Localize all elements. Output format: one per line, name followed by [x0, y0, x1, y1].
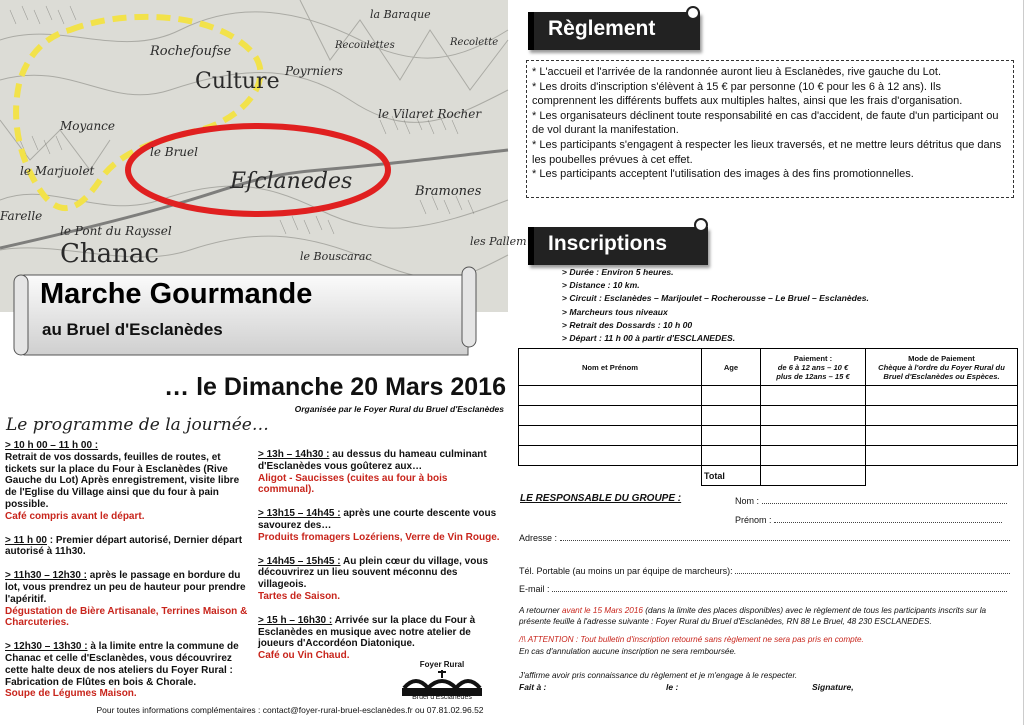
- programme-time: > 14h45 – 15h45 :: [258, 555, 341, 567]
- nom-field[interactable]: Nom :: [735, 495, 1007, 506]
- info-item: > Durée : Environ 5 heures.: [562, 266, 869, 279]
- table-row: [519, 386, 1018, 406]
- programme-item: [258, 449, 505, 496]
- programme-text: à la limite entre la commune de Chanac et celle d'Esclanèdes, vous découvrirez cette halte deux de nos ateliers du Foyer Rural : Fabrication de Flûtes en bois & Chorale.: [5, 641, 239, 688]
- info-item: > Marcheurs tous niveaux: [562, 306, 869, 319]
- rule-item: * Les participants s'engagent à respecter les lieux traversés, et ne mettre leurs détritus que dans les poubelles prévues à cet effet.: [532, 138, 1002, 166]
- annulation-note: En cas d'annulation aucune inscription ne sera remboursée.: [519, 647, 737, 656]
- programme-item: [5, 535, 252, 559]
- mode-cell[interactable]: [866, 446, 1018, 466]
- responsable-heading: LE RESPONSABLE DU GROUPE :: [520, 493, 682, 504]
- programme-text: après une courte descente vous savourez des…: [258, 508, 497, 531]
- programme-left-column: [5, 440, 252, 712]
- map-label: Recoulettes: [335, 40, 395, 51]
- map-label: Moyance: [60, 119, 115, 133]
- logo-subtitle: Bruel d'Esclanèdes: [412, 694, 472, 701]
- info-item: > Circuit : Esclanèdes – Marijoulet – Rocherousse – Le Bruel – Esclanèdes.: [562, 292, 869, 305]
- map-label: Recolette: [450, 37, 499, 48]
- programme-food: Produits fromagers Lozériens, Verre de Vin Rouge.: [258, 531, 500, 543]
- programme-time: > 13h – 14h30 :: [258, 449, 330, 460]
- contact-footer: Pour toutes informations complémentaires : contact@foyer-rural-bruel-esclanèdes.fr ou 07.81.02.96.52: [96, 705, 484, 715]
- map-label: le Marjuolet: [20, 164, 95, 178]
- page-edge: [1023, 0, 1024, 725]
- programme-text: Au plein cœur du village, vous découvrirez un lieu souvent méconnu des villageois.: [258, 555, 489, 591]
- event-date: … le Dimanche 20 Mars 2016: [164, 373, 506, 401]
- organizer-line: Organisée par le Foyer Rural du Bruel d'Esclanèdes: [294, 404, 504, 414]
- payment-cell[interactable]: [761, 426, 866, 446]
- age-cell[interactable]: [702, 426, 761, 446]
- prenom-field[interactable]: Prénom :: [735, 514, 1002, 525]
- name-cell[interactable]: [519, 386, 702, 406]
- info-item: > Départ : 11 h 00 à partir d'ESCLANEDES.: [562, 332, 869, 345]
- signature-label: Signature,: [812, 682, 854, 692]
- map-label: Poyrniers: [285, 64, 343, 78]
- age-cell[interactable]: [702, 446, 761, 466]
- map-label: Culture: [195, 69, 280, 94]
- payment-cell[interactable]: [761, 386, 866, 406]
- programme-item: [258, 556, 505, 603]
- date-label: le :: [666, 682, 679, 692]
- programme-title: Le programme de la journée…: [6, 415, 269, 435]
- total-cell[interactable]: [761, 466, 866, 486]
- programme-time: > 15 h – 16h30 :: [258, 614, 333, 626]
- name-cell[interactable]: [519, 446, 702, 466]
- col-header-name: Nom et Prénom: [519, 349, 702, 386]
- affirmation-text: J'affirme avoir pris connaissance du règlement et je m'engage à le respecter.: [519, 671, 798, 680]
- bridge-logo-icon: [402, 670, 482, 696]
- programme-food: Soupe de Légumes Maison.: [5, 688, 137, 700]
- map-label: Chanac: [60, 239, 159, 269]
- programme-text: au dessus du hameau culminant d'Esclanèdes vous goûterez aux…: [258, 449, 487, 472]
- info-item: > Retrait des Dossards : 10 h 00: [562, 319, 869, 332]
- event-info-list: [562, 266, 869, 345]
- event-subtitle: au Bruel d'Esclanèdes: [42, 320, 223, 339]
- payment-cell[interactable]: [761, 446, 866, 466]
- programme-food: Aligot - Saucisses (cuites au four à bois communal).: [258, 472, 448, 496]
- age-cell[interactable]: [702, 386, 761, 406]
- fait-a-label: Fait à :: [519, 682, 547, 692]
- mode-cell[interactable]: [866, 386, 1018, 406]
- mode-cell[interactable]: [866, 406, 1018, 426]
- map-label: le Bruel: [150, 145, 198, 159]
- event-title: Marche Gourmande: [40, 278, 313, 310]
- inscriptions-header: Inscriptions: [528, 227, 708, 265]
- payment-cell[interactable]: [761, 406, 866, 426]
- scroll-curl-icon: [686, 6, 700, 20]
- adresse-field[interactable]: Adresse :: [519, 532, 1010, 543]
- programme-item: [258, 508, 505, 543]
- table-row: [519, 426, 1018, 446]
- name-cell[interactable]: [519, 426, 702, 446]
- total-label: Total: [702, 466, 761, 486]
- map-label: la Baraque: [370, 8, 431, 21]
- mode-cell[interactable]: [866, 426, 1018, 446]
- info-item: > Distance : 10 km.: [562, 279, 869, 292]
- col-header-payment: Paiement : de 6 à 12 ans – 10 € plus de 12ans – 15 €: [761, 349, 866, 386]
- programme-text: Arrivée sur la place du Four à Esclanèdes en musique avec notre atelier de joueurs d'Accordéon Diatonique.: [258, 614, 476, 650]
- map-label: Eſclanedes: [230, 169, 353, 194]
- table-row: [519, 406, 1018, 426]
- telephone-field[interactable]: Tél. Portable (au moins un par équipe de marcheurs):: [519, 565, 1010, 576]
- map-label: Farelle: [0, 209, 43, 223]
- map-label: Rochefoufse: [150, 44, 232, 59]
- programme-time: > 11 h 00: [5, 534, 47, 546]
- age-cell[interactable]: [702, 406, 761, 426]
- rule-item: * Les participants acceptent l'utilisation des images à des fins promotionnelles.: [532, 168, 914, 181]
- name-cell[interactable]: [519, 406, 702, 426]
- programme-time: > 13h15 – 14h45 :: [258, 508, 341, 520]
- reglement-box: [526, 60, 1014, 198]
- programme-text: après le passage en bordure du lot, vous prendrez un peu de hauteur pour prendre l'apéritif.: [5, 570, 246, 605]
- programme-item: [5, 440, 252, 523]
- col-header-age: Age: [702, 349, 761, 386]
- attention-note: /!\ ATTENTION : Tout bulletin d'inscription retourné sans règlement ne sera pas pris en compte.: [519, 635, 864, 644]
- programme-food: Dégustation de Bière Artisanale, Terrines Maison & Charcuteries.: [5, 605, 248, 629]
- total-row: [519, 466, 1018, 486]
- programme-food: Café ou Vin Chaud.: [258, 650, 350, 662]
- reglement-header: Règlement: [528, 12, 700, 50]
- map-label: Bramones: [415, 184, 482, 199]
- programme-item: [5, 641, 252, 700]
- programme-text: : Premier départ autorisé, Dernier départ autorisé à 11h30.: [5, 534, 243, 558]
- programme-item: [5, 570, 252, 629]
- map-label: le Bouscarac: [300, 250, 372, 263]
- programme-item: [258, 615, 505, 662]
- rule-item: * L'accueil et l'arrivée de la randonnée auront lieu à Esclanèdes, rive gauche du Lot.: [532, 66, 942, 78]
- map-label: les Pallem: [470, 235, 527, 248]
- rule-item: * Les organisateurs déclinent toute responsabilité en cas d'accident, de faute d'un participant ou de vol durant la manifestation.: [532, 109, 999, 137]
- scroll-curl-icon: [694, 218, 708, 232]
- rule-item: * Les droits d'inscription s'élèvent à 15 € par personne (10 € pour les 6 à 12 ans). Ils comprennent les différents buffets aux multiples haltes, ainsi que les frais d'organisation.: [532, 80, 963, 108]
- col-header-mode: Mode de Paiement Chèque à l'ordre du Foyer Rural du Bruel d'Esclanèdes ou Espèces.: [866, 349, 1018, 386]
- programme-time: > 10 h 00 – 11 h 00 :: [5, 440, 99, 451]
- email-field[interactable]: E-mail :: [519, 583, 1007, 594]
- programme-text: Retrait de vos dossards, feuilles de routes, et tickets sur la place du Four à Esclanèdes (Rive Gauche du Lot) Après enregistrement, visite libre de l'Eglise du Village ainsi que du four à pain possible.: [5, 451, 240, 510]
- programme-food: Tartes de Saison.: [258, 590, 341, 602]
- registration-table: [518, 348, 1018, 486]
- programme-time: > 12h30 – 13h30 :: [5, 641, 88, 653]
- programme-time: > 11h30 – 12h30 :: [5, 570, 88, 582]
- map-label: le Pont du Rayssel: [60, 224, 172, 238]
- programme-food: Café compris avant le départ.: [5, 510, 145, 522]
- map-label: le Vilaret Rocher: [378, 107, 482, 121]
- return-instructions: A retourner avant le 15 Mars 2016 (dans la limite des places disponibles) avec le règlement de tous les participants inscrits sur la présente feuille à l'adresse suivante : Foyer Rural du Bruel d'Esclanèdes, RN 88 Le Bruel, 48 230 ESCLANEDES.: [519, 606, 987, 626]
- logo-name: Foyer Rural: [419, 660, 465, 669]
- table-row: [519, 446, 1018, 466]
- programme-right-column: [258, 449, 505, 674]
